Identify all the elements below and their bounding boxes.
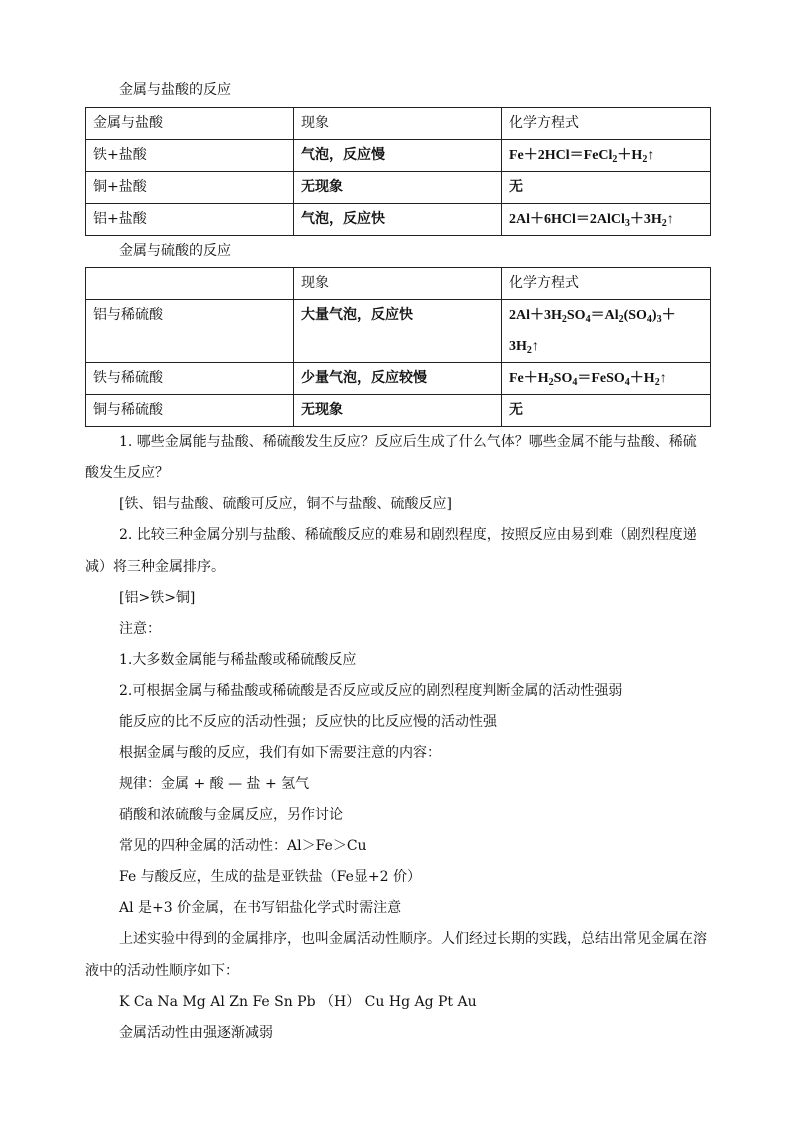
table-row	[86, 204, 711, 236]
header-metal: 金属与盐酸	[86, 108, 294, 140]
note-text: 硝酸和浓硫酸与金属反应，另作讨论	[119, 807, 343, 823]
phenomenon-cell: 大量气泡，反应快	[294, 300, 502, 363]
note-text: 能反应的比不反应的活动性强；反应快的比反应慢的活动性强	[119, 714, 497, 730]
activity-series-note: 金属活动性由强逐渐减弱	[119, 1025, 273, 1041]
paragraph-line-1: 上述实验中得到的金属排序，也叫金属活动性顺序。人们经过长期的实践，总结出常见金属在溶	[119, 931, 707, 947]
header-phenomenon: 现象	[294, 108, 502, 140]
note-text: 根据金属与酸的反应，我们有如下需要注意的内容：	[119, 745, 441, 761]
table-row	[86, 363, 711, 395]
table-row	[86, 395, 711, 427]
equation-cell: $Fe+H_2SO_4=FeSO_4+H_2↑$	[502, 363, 711, 395]
section-title-sulfuric: 金属与硫酸的反应	[119, 243, 231, 259]
metal-cell: 铜与稀硫酸	[86, 395, 294, 427]
note-item-2: 2.可根据金属与稀盐酸或稀硫酸是否反应或反应的剧烈程度判断金属的活动性强弱	[119, 683, 623, 699]
activity-order-four-metals: 常见的四种金属的活动性：Al＞Fe＞Cu	[119, 838, 367, 854]
equation-cell: $Fe+2HCl=FeCl_2+H_2↑$	[502, 140, 711, 172]
note-item-1: 1.大多数金属能与稀盐酸或稀硫酸反应	[119, 652, 357, 668]
equation-cell: $2Al+6HCl=2AlCl_3+3H_2↑$	[502, 204, 711, 236]
table-header-row	[86, 108, 711, 140]
activity-series: K Ca Na Mg Al Zn Fe Sn Pb （H） Cu Hg Ag Pt Au	[119, 994, 477, 1010]
sulfuric-acid-table	[85, 267, 711, 427]
note-heading: 注意：	[119, 621, 161, 637]
table-header-row	[86, 268, 711, 300]
equation-cell: 无	[502, 172, 711, 204]
phenomenon-cell: 气泡，反应慢	[294, 140, 502, 172]
table-row	[86, 172, 711, 204]
note-text: Fe 与酸反应，生成的盐是亚铁盐（Fe显+2 价）	[119, 869, 422, 885]
phenomenon-cell: 无现象	[294, 172, 502, 204]
question-1-line-1: 1. 哪些金属能与盐酸、稀硫酸发生反应？反应后生成了什么气体？哪些金属不能与盐酸、稀硫	[119, 434, 697, 450]
table-row	[86, 300, 711, 363]
metal-cell: 铝与稀硫酸	[86, 300, 294, 363]
metal-cell: 铁+盐酸	[86, 140, 294, 172]
header-phenomenon: 现象	[294, 268, 502, 300]
metal-cell: 铁与稀硫酸	[86, 363, 294, 395]
metal-cell: 铜+盐酸	[86, 172, 294, 204]
header-metal	[86, 268, 294, 300]
answer-2: [铝>铁>铜]	[119, 590, 196, 606]
header-equation: 化学方程式	[502, 268, 711, 300]
phenomenon-cell: 气泡，反应快	[294, 204, 502, 236]
question-2-line-1: 2. 比较三种金属分别与盐酸、稀硫酸反应的难易和剧烈程度，按照反应由易到难（剧烈程度递	[119, 527, 697, 543]
hydrochloric-acid-table	[85, 107, 711, 236]
question-2-line-2: 减）将三种金属排序。	[85, 559, 225, 575]
equation-cell: 无	[502, 395, 711, 427]
answer-1: [铁、铝与盐酸、硫酸可反应，铜不与盐酸、硫酸反应]	[119, 496, 452, 512]
phenomenon-cell: 少量气泡，反应较慢	[294, 363, 502, 395]
rule-line: 规律：金属 + 酸 — 盐 + 氢气	[119, 776, 310, 792]
section-title-hydrochloric: 金属与盐酸的反应	[119, 82, 231, 98]
paragraph-line-2: 液中的活动性顺序如下：	[85, 963, 239, 979]
table-row	[86, 140, 711, 172]
equation-cell: $2Al+3H_2SO_4=Al_2(SO_4)_3+$ $3H_2↑$	[502, 300, 711, 363]
header-equation: 化学方程式	[502, 108, 711, 140]
phenomenon-cell: 无现象	[294, 395, 502, 427]
metal-cell: 铝+盐酸	[86, 204, 294, 236]
note-text: Al 是+3 价金属，在书写铝盐化学式时需注意	[119, 900, 402, 916]
question-1-line-2: 酸发生反应？	[85, 465, 169, 481]
